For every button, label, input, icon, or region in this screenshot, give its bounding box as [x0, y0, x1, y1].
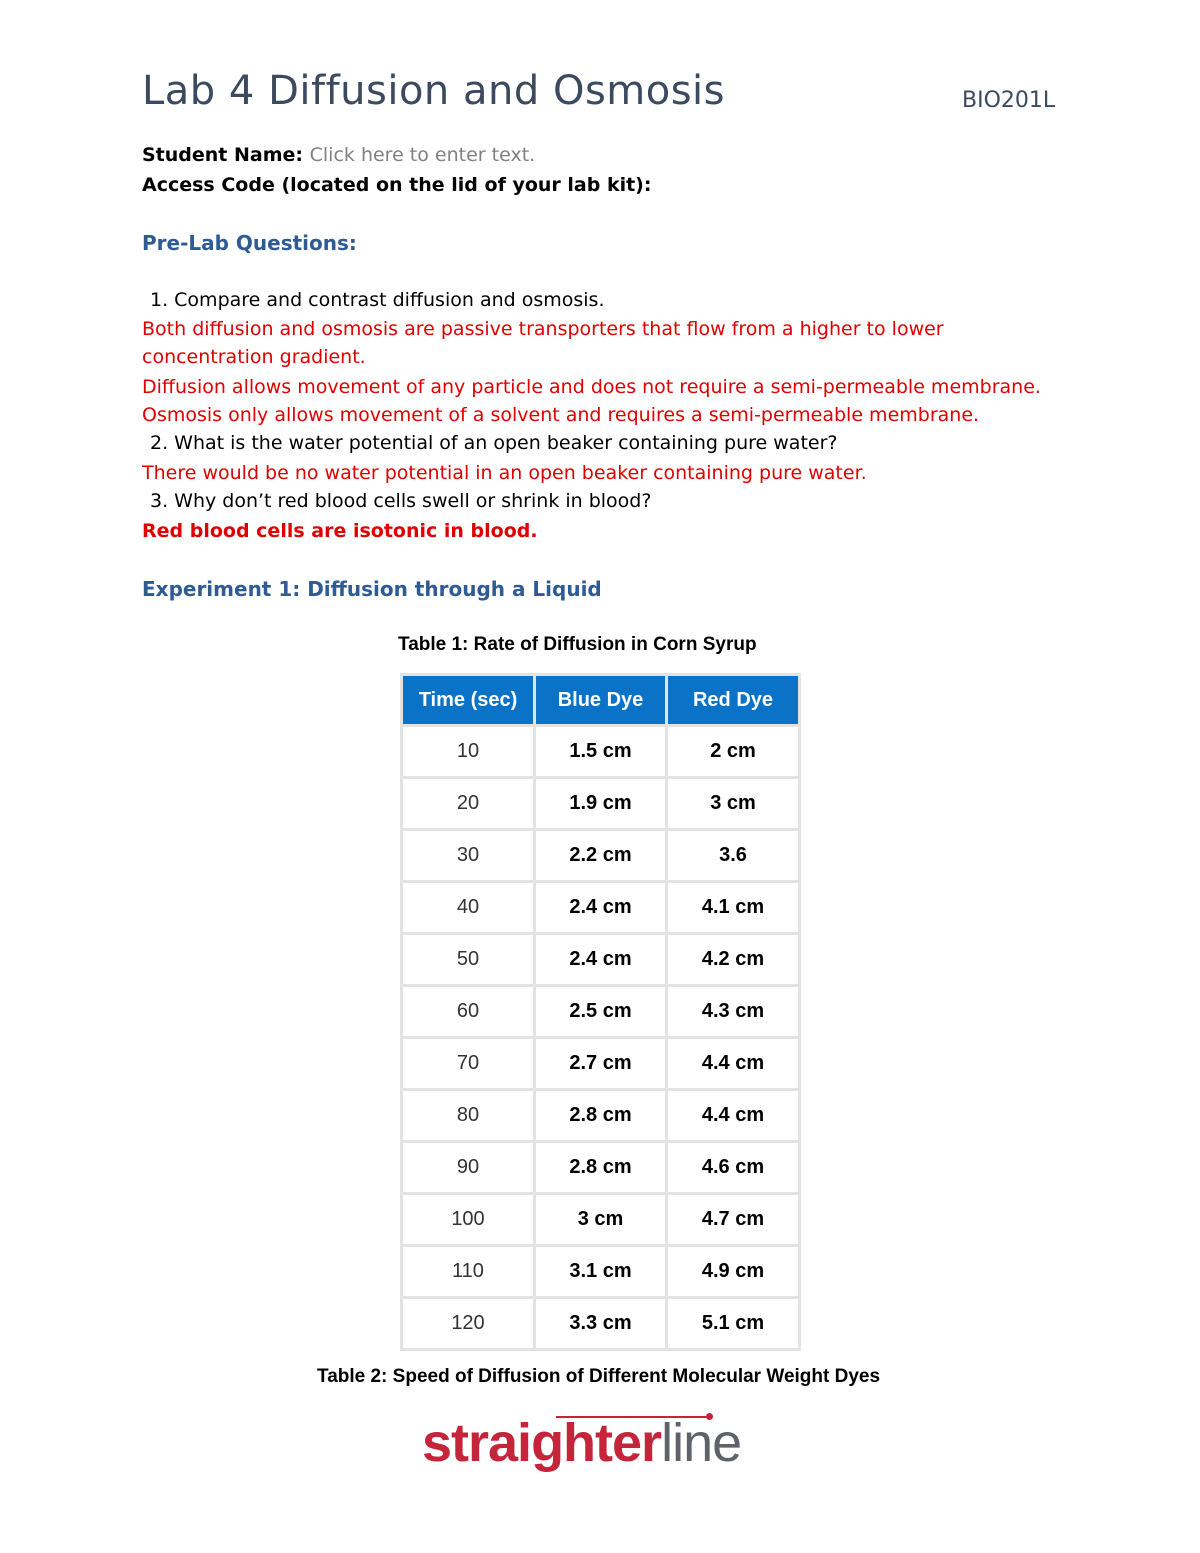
blue-dye-cell: 2.4 cm [535, 882, 667, 934]
table-header-row [402, 675, 800, 726]
table-row [402, 986, 800, 1038]
student-name-row [142, 144, 535, 166]
header-blue-dye: Blue Dye [535, 675, 667, 726]
time-cell: 100 [402, 1194, 535, 1246]
red-dye-cell: 4.1 cm [667, 882, 800, 934]
blue-dye-cell: 2.5 cm [535, 986, 667, 1038]
time-cell: 80 [402, 1090, 535, 1142]
red-dye-cell: 2 cm [667, 726, 800, 778]
time-cell: 20 [402, 778, 535, 830]
experiment-1-heading: Experiment 1: Diffusion through a Liquid [142, 577, 602, 601]
red-dye-cell: 4.9 cm [667, 1246, 800, 1298]
question-1: 1. Compare and contrast diffusion and osmosis. [150, 289, 605, 311]
table-row [402, 726, 800, 778]
answer-3: Red blood cells are isotonic in blood. [142, 520, 538, 542]
red-dye-cell: 3.6 [667, 830, 800, 882]
table-row [402, 830, 800, 882]
time-cell: 30 [402, 830, 535, 882]
student-name-field[interactable]: Click here to enter text. [309, 144, 536, 166]
time-cell: 120 [402, 1298, 535, 1350]
blue-dye-cell: 2.7 cm [535, 1038, 667, 1090]
time-cell: 40 [402, 882, 535, 934]
answer-1-line-3: Diffusion allows movement of any particle and does not require a semi-permeable membrane. [142, 376, 1041, 398]
table-row [402, 1194, 800, 1246]
time-cell: 70 [402, 1038, 535, 1090]
table-row [402, 778, 800, 830]
table-row [402, 1090, 800, 1142]
header-red-dye: Red Dye [667, 675, 800, 726]
answer-1-line-2: concentration gradient. [142, 346, 366, 368]
straighterline-logo [422, 1412, 741, 1474]
table-row [402, 934, 800, 986]
blue-dye-cell: 3.1 cm [535, 1246, 667, 1298]
logo-text-light: line [661, 1413, 742, 1473]
table-1-caption: Table 1: Rate of Diffusion in Corn Syrup [398, 634, 757, 655]
header-time: Time (sec) [402, 675, 535, 726]
blue-dye-cell: 2.8 cm [535, 1142, 667, 1194]
red-dye-cell: 4.3 cm [667, 986, 800, 1038]
red-dye-cell: 4.6 cm [667, 1142, 800, 1194]
answer-2: There would be no water potential in an open beaker containing pure water. [142, 462, 867, 484]
prelab-heading: Pre-Lab Questions: [142, 231, 357, 255]
red-dye-cell: 4.7 cm [667, 1194, 800, 1246]
time-cell: 10 [402, 726, 535, 778]
question-2: 2. What is the water potential of an open beaker containing pure water? [150, 432, 838, 454]
time-cell: 90 [402, 1142, 535, 1194]
page-title: Lab 4 Diffusion and Osmosis [142, 68, 726, 114]
blue-dye-cell: 1.5 cm [535, 726, 667, 778]
table-row [402, 1298, 800, 1350]
table-row [402, 882, 800, 934]
red-dye-cell: 3 cm [667, 778, 800, 830]
red-dye-cell: 4.2 cm [667, 934, 800, 986]
table-row [402, 1246, 800, 1298]
time-cell: 60 [402, 986, 535, 1038]
course-code: BIO201L [962, 88, 1056, 113]
access-code-label: Access Code (located on the lid of your lab kit): [142, 174, 652, 196]
time-cell: 110 [402, 1246, 535, 1298]
table-row [402, 1142, 800, 1194]
answer-1-line-1: Both diffusion and osmosis are passive transporters that flow from a higher to lower [142, 318, 944, 340]
blue-dye-cell: 2.8 cm [535, 1090, 667, 1142]
blue-dye-cell: 1.9 cm [535, 778, 667, 830]
red-dye-cell: 5.1 cm [667, 1298, 800, 1350]
logo-text-bold: straighter [422, 1413, 662, 1473]
table-1 [400, 673, 801, 1351]
table-row [402, 1038, 800, 1090]
blue-dye-cell: 2.2 cm [535, 830, 667, 882]
time-cell: 50 [402, 934, 535, 986]
blue-dye-cell: 3 cm [535, 1194, 667, 1246]
table-2-caption: Table 2: Speed of Diffusion of Different Molecular Weight Dyes [317, 1366, 881, 1387]
student-name-label: Student Name: [142, 144, 304, 166]
red-dye-cell: 4.4 cm [667, 1038, 800, 1090]
red-dye-cell: 4.4 cm [667, 1090, 800, 1142]
answer-1-line-4: Osmosis only allows movement of a solvent and requires a semi-permeable membrane. [142, 404, 980, 426]
blue-dye-cell: 3.3 cm [535, 1298, 667, 1350]
blue-dye-cell: 2.4 cm [535, 934, 667, 986]
question-3: 3. Why don’t red blood cells swell or shrink in blood? [150, 490, 652, 512]
